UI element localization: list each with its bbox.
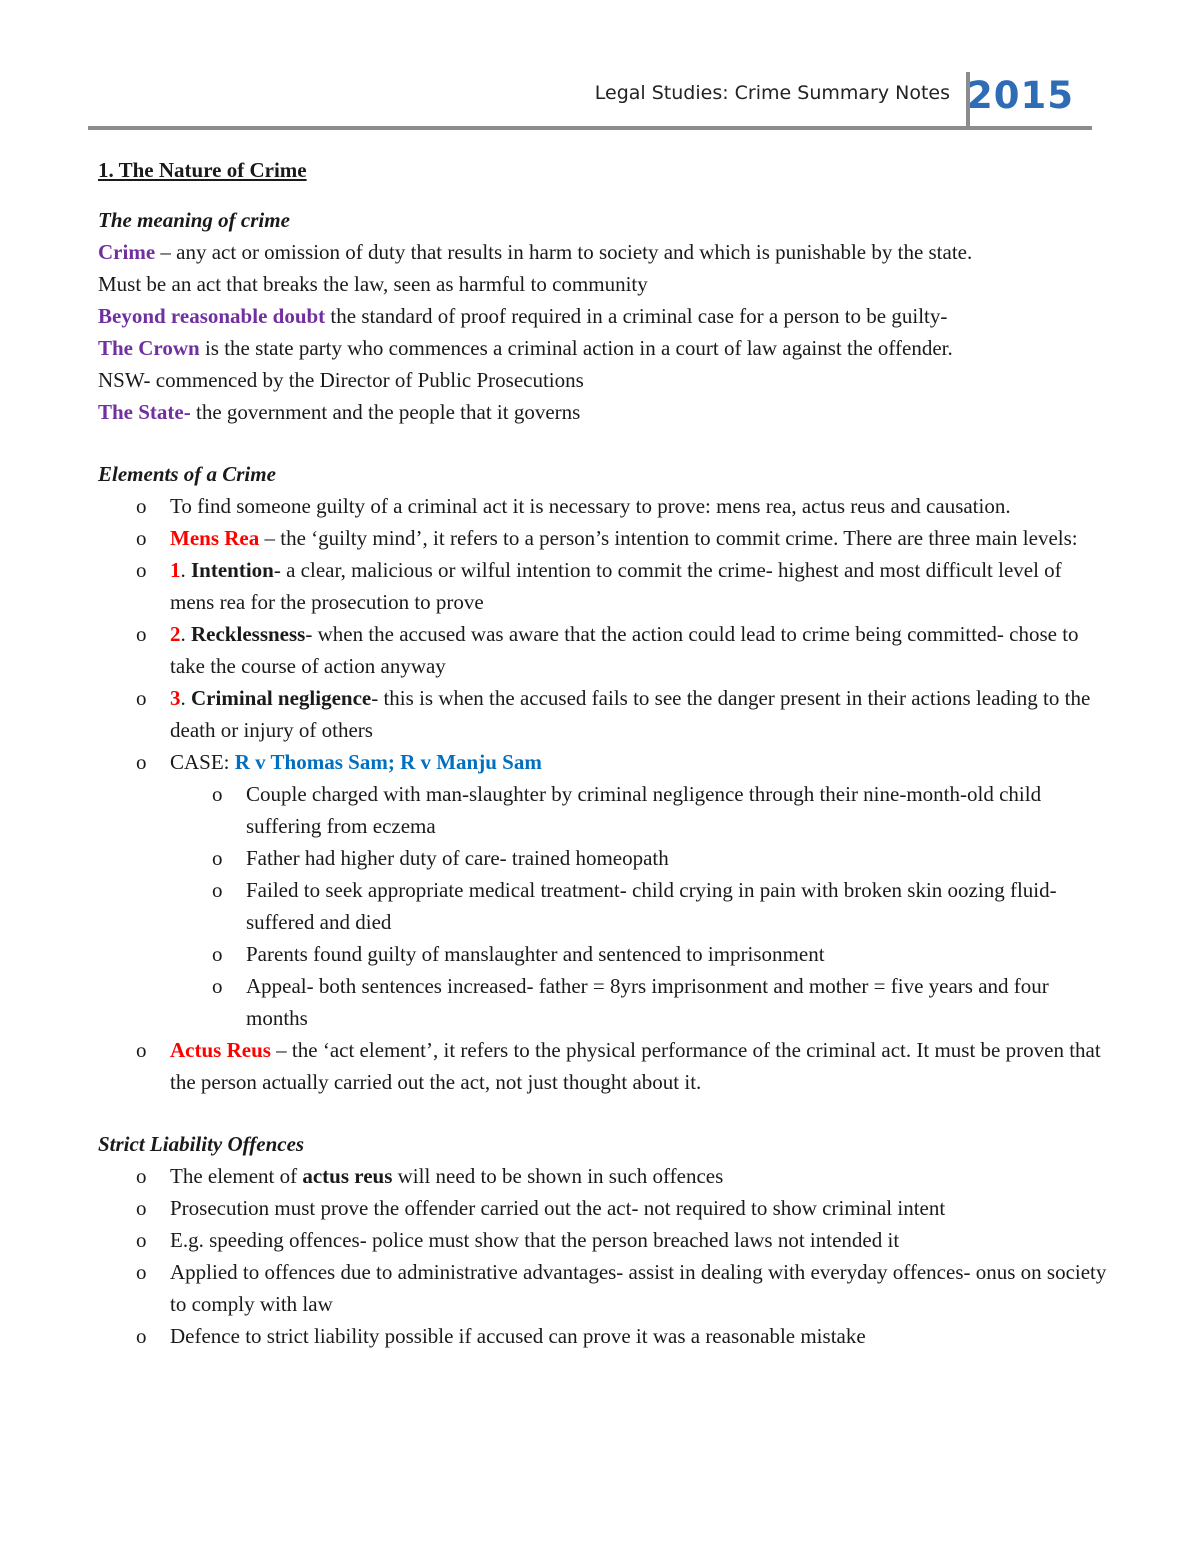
list-item-text: To find someone guilty of a criminal act it is necessary to prove: mens rea, actus reus and causation.: [170, 494, 1011, 518]
bullet-icon: o: [136, 1324, 147, 1348]
mens-rea-def: – the ‘guilty mind’, it refers to a person’s intention to commit crime. There are three main levels:: [259, 526, 1078, 550]
section-title: 1. The Nature of Crime: [98, 158, 307, 182]
bullet-icon: o: [212, 782, 223, 806]
nsw-line: NSW- commenced by the Director of Public Prosecutions: [98, 368, 584, 392]
list-item: o 1. Intention- a clear, malicious or wilful intention to commit the crime- highest and most difficult level of mens rea for the prosecution to prove: [98, 554, 1108, 618]
elements-heading: Elements of a Crime: [98, 462, 276, 486]
bullet-icon: o: [136, 1228, 147, 1252]
list-item: [98, 1034, 1108, 1098]
bullet-icon: o: [136, 526, 147, 550]
list-item-text: Father had higher duty of care- trained homeopath: [246, 846, 669, 870]
case-label: CASE:: [170, 750, 235, 774]
page-header: [88, 70, 1092, 130]
elements-list: [98, 490, 1108, 1098]
bullet-icon: o: [136, 686, 147, 710]
crime-def-text: – any act or omission of duty that results in harm to society and which is punishable by the state.: [155, 240, 973, 264]
bullet-icon: o: [136, 1196, 147, 1220]
bullet-icon: o: [136, 494, 147, 518]
crime-definition: [98, 236, 1108, 268]
list-item-text: Failed to seek appropriate medical treatment- child crying in pain with broken skin oozing fluid- suffered and died: [246, 878, 1057, 934]
mens-rea-term: Mens Rea: [170, 526, 260, 550]
list-item-text: Appeal- both sentences increased- father = 8yrs imprisonment and mother = five years and four months: [246, 974, 1049, 1030]
list-item: [98, 490, 1108, 522]
strict-list: [98, 1160, 1108, 1352]
list-item-text: Parents found guilty of manslaughter and sentenced to imprisonment: [246, 942, 825, 966]
header-rule: [88, 126, 1092, 130]
list-item-text: Defence to strict liability possible if accused can prove it was a reasonable mistake: [170, 1324, 866, 1348]
list-item: o 2. Recklessness- when the accused was aware that the action could lead to crime being committed- chose to take the course of action anyway: [98, 618, 1108, 682]
list-item-text: will need to be shown in such offences: [392, 1164, 724, 1188]
level-term: Criminal negligence: [191, 686, 372, 710]
level-number: 2: [170, 622, 181, 646]
bullet-icon: o: [136, 1038, 147, 1062]
bullet-icon: o: [136, 1164, 147, 1188]
case-name: R v Thomas Sam; R v Manju Sam: [234, 750, 542, 774]
bullet-icon: o: [136, 750, 147, 774]
brd-definition: [98, 300, 1108, 332]
list-item: [98, 1192, 1108, 1224]
level-term: Intention: [191, 558, 274, 582]
bullet-icon: o: [212, 974, 223, 998]
level-term: Recklessness: [191, 622, 306, 646]
list-item: [98, 970, 1108, 1034]
list-item: [98, 1160, 1108, 1192]
brd-term: Beyond reasonable doubt: [98, 304, 326, 328]
state-term: The State-: [98, 400, 191, 424]
list-item: [98, 1256, 1108, 1320]
list-item: [98, 746, 1108, 1034]
bullet-icon: o: [212, 878, 223, 902]
actus-reus-def: – the ‘act element’, it refers to the physical performance of the criminal act. It must be proven that the person actually carried out the act, not just thought about it.: [170, 1038, 1101, 1094]
list-item: [98, 938, 1108, 970]
list-item: [98, 874, 1108, 938]
state-definition: [98, 396, 1108, 428]
bullet-icon: o: [136, 558, 147, 582]
header-title: Legal Studies: Crime Summary Notes: [594, 82, 950, 104]
list-item-text: Prosecution must prove the offender carried out the act- not required to show criminal intent: [170, 1196, 946, 1220]
list-item-text: Couple charged with man-slaughter by criminal negligence through their nine-month-old child suffering from eczema: [246, 782, 1042, 838]
document-body: [98, 154, 1108, 1352]
bullet-icon: o: [136, 622, 147, 646]
state-def-text: the government and the people that it governs: [190, 400, 581, 424]
actus-reus-bold: actus reus: [302, 1164, 393, 1188]
list-item: o 3. Criminal negligence- this is when the accused fails to see the danger present in their actions leading to the death or injury of others: [98, 682, 1108, 746]
level-def: - when the accused was aware that the action could lead to crime being committed- chose to take the course of action anyway: [170, 622, 1079, 678]
bullet-icon: o: [136, 1260, 147, 1284]
level-def: - a clear, malicious or wilful intention to commit the crime- highest and most difficult level of mens rea for the prosecution to prove: [170, 558, 1062, 614]
bullet-icon: o: [212, 942, 223, 966]
crown-definition: [98, 332, 1108, 364]
actus-reus-term: Actus Reus: [170, 1038, 271, 1062]
meaning-heading: The meaning of crime: [98, 208, 290, 232]
list-item-text: The element of: [170, 1164, 303, 1188]
list-item: [98, 522, 1108, 554]
level-number: 3: [170, 686, 181, 710]
crime-term: Crime: [98, 240, 156, 264]
strict-heading: Strict Liability Offences: [98, 1132, 305, 1156]
crime-line2: Must be an act that breaks the law, seen as harmful to community: [98, 272, 648, 296]
list-item-text: Applied to offences due to administrative advantages- assist in dealing with everyday offences- onus on society to comply with law: [170, 1260, 1107, 1316]
crown-def-text: is the state party who commences a criminal action in a court of law against the offender.: [199, 336, 953, 360]
level-def: - this is when the accused fails to see the danger present in their actions leading to the death or injury of others: [170, 686, 1091, 742]
crown-term: The Crown: [98, 336, 200, 360]
bullet-icon: o: [212, 846, 223, 870]
header-year: 2015: [967, 74, 1074, 117]
brd-def-text: the standard of proof required in a criminal case for a person to be guilty-: [325, 304, 948, 328]
list-item: [98, 778, 1108, 842]
list-item: [98, 1320, 1108, 1352]
list-item: [98, 1224, 1108, 1256]
level-number: 1: [170, 558, 181, 582]
list-item: [98, 842, 1108, 874]
list-item-text: E.g. speeding offences- police must show that the person breached laws not intended it: [170, 1228, 900, 1252]
case-points-list: [98, 778, 1108, 1034]
